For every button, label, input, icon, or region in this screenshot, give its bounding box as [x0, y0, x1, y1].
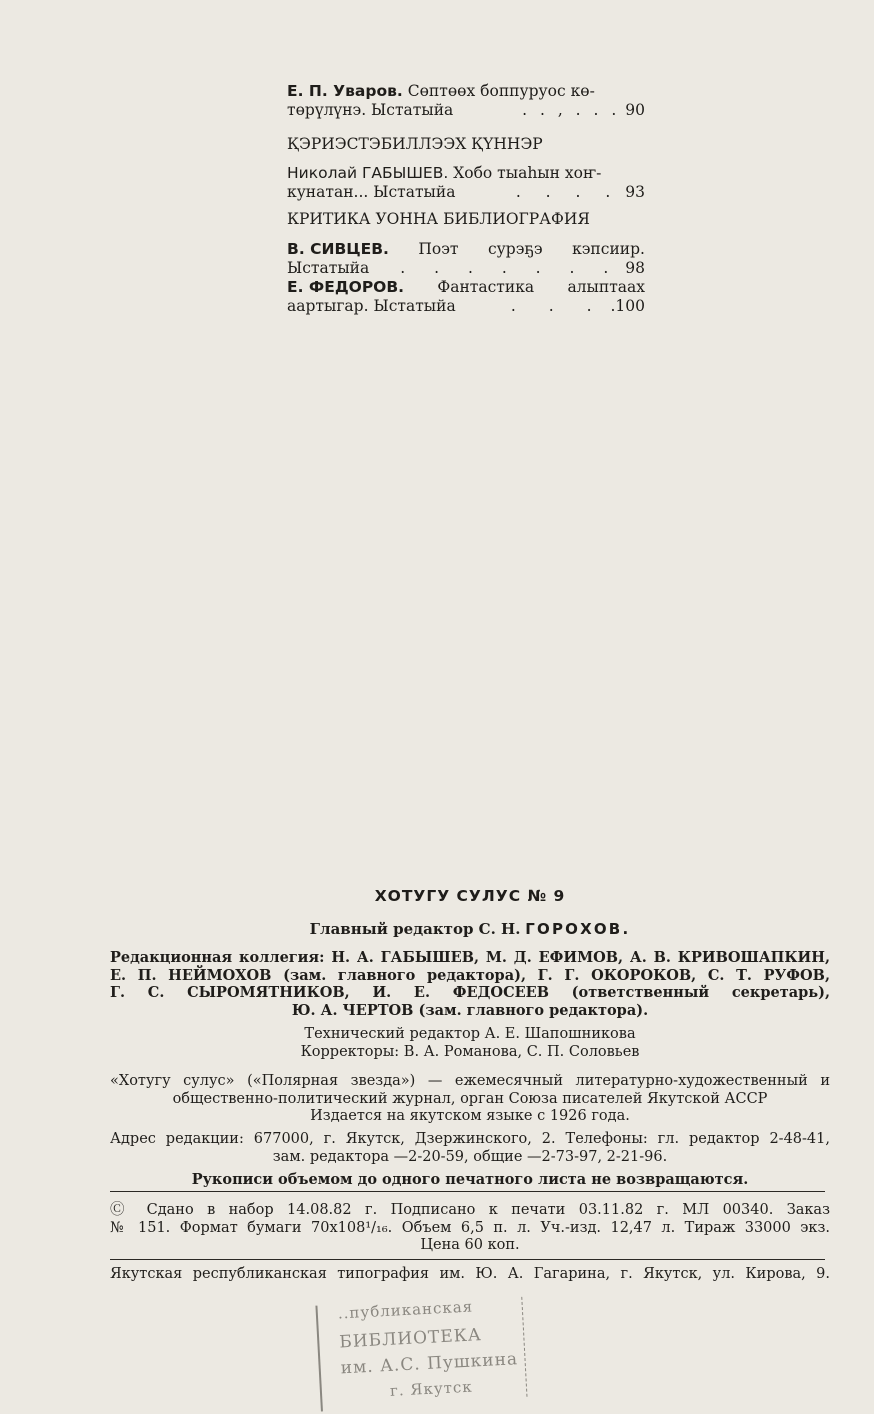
toc-entry-sivtsev — [287, 240, 645, 278]
manuscripts-notice: Рукописи объемом до одного печатного листа не возвращаются. — [191, 1171, 749, 1188]
toc-page-number: 90 — [625, 101, 645, 119]
stamp-line: г. Якутск — [389, 1377, 474, 1400]
toc-title-word: Поэт — [418, 240, 459, 258]
toc-title-word: кэпсиир. — [572, 240, 645, 258]
chief-editor-name: ГОРОХОВ. — [525, 920, 631, 938]
stamp-line: им. А.С. Пушкина — [340, 1349, 519, 1379]
description-line: «Хотугу сулус» («Полярная звезда») — ежемесячный литературно-художественный и — [110, 1073, 830, 1089]
typography-line: Якутская республиканская типография им. Ю. А. Гагарина, г. Якутск, ул. Кирова, 9. — [110, 1266, 830, 1282]
toc-section-heading: КРИТИКА УОННА БИБЛИОГРАФИЯ — [287, 210, 590, 228]
journal-description — [110, 1073, 830, 1126]
toc-title-cont: аартыгар. Ыстатыйа — [287, 297, 456, 315]
stamp-border-right — [521, 1297, 527, 1397]
stamp-line: БИБЛИОТЕКА — [338, 1325, 483, 1353]
correctors: Корректоры: В. А. Романова, С. П. Соловьев — [300, 1044, 640, 1060]
toc-page-number: 98 — [625, 259, 645, 277]
toc-author: Е. П. Уваров. — [287, 82, 403, 100]
address-line: зам. редактора —2-20-59, общие —2-73-97, 2-21-96. — [272, 1148, 668, 1165]
price: Цена 60 коп. — [420, 1237, 520, 1253]
toc-dots: . . , . . . — [522, 101, 621, 119]
journal-title: ХОТУГУ СУЛУС № 9 — [374, 887, 566, 905]
toc-section-heading: ҚЭРИЭСТЭБИЛЛЭЭХ ҚҮННЭР — [287, 135, 543, 153]
tech-editor: Технический редактор А. Е. Шапошникова — [304, 1026, 636, 1042]
description-line: Издается на якутском языке с 1926 года. — [310, 1108, 630, 1124]
toc-author: В. СИВЦЕВ. — [287, 240, 389, 258]
library-stamp — [315, 1290, 535, 1413]
print-line: № 151. Формат бумаги 70x108¹/₁₆. Объем 6,5 п. л. Уч.-изд. 12,47 л. Тираж 33000 экз. — [110, 1219, 830, 1236]
print-line: Ⓒ Сдано в набор 14.08.82 г. Подписано к печати 03.11.82 г. МЛ 00340. Заказ — [110, 1202, 830, 1218]
chief-editor-label: Главный редактор С. Н. — [309, 920, 521, 938]
board-line-last: Ю. А. ЧЕРТОВ (зам. главного редактора). — [291, 1001, 649, 1019]
stamp-border-left — [315, 1306, 323, 1412]
toc-title-cont: кунатан... Ыстатыйа — [287, 183, 456, 201]
board-line: Е. П. НЕЙМОХОВ (зам. главного редактора), Г. Г. ОКОРОКОВ, С. Т. РУФОВ, — [110, 966, 830, 984]
toc-title-cont: Ыстатыйа — [287, 259, 370, 277]
toc-dots: . . . . — [515, 183, 621, 201]
toc-title-cont: төрүлүнэ. Ыстатыйа — [287, 101, 454, 119]
toc-title-word: сурэҕэ — [487, 240, 543, 258]
editorial-board — [110, 949, 830, 1019]
toc-author: Е. ФЕДОРОВ. — [287, 278, 405, 296]
toc-title-word: алыптаах — [567, 278, 645, 296]
toc-title-word: Фантастика — [437, 278, 535, 296]
toc-page-number: 93 — [625, 183, 645, 201]
board-line: Г. С. СЫРОМЯТНИКОВ, И. Е. ФЕДОСЕЕВ (ответственный секретарь), — [110, 984, 830, 1001]
address-line: Адрес редакции: 677000, г. Якутск, Дзержинского, 2. Телефоны: гл. редактор 2-48-41, — [110, 1131, 830, 1147]
chief-editor — [110, 921, 830, 939]
toc-page-number: .100 — [610, 297, 645, 315]
toc-title: Сөптөөх боппуруос кө- — [407, 82, 595, 100]
divider — [110, 1191, 825, 1192]
toc-dots: . . . . . . . — [400, 259, 621, 277]
toc-entry-uvarov — [287, 82, 645, 120]
description-line: общественно-политический журнал, орган Союза писателей Якутской АССР — [172, 1090, 768, 1107]
toc-entry-gabyshev — [287, 164, 645, 202]
toc-entry-fedorov — [287, 278, 645, 316]
toc-title: Хобо тыаһын хоҥ- — [453, 164, 602, 182]
board-line: Редакционная коллегия: Н. А. ГАБЫШЕВ, М. Д. ЕФИМОВ, А. В. КРИВОШАПКИН, — [110, 949, 830, 966]
toc-author: Николай ГАБЫШЕВ. — [287, 164, 449, 182]
editorial-address — [110, 1131, 830, 1166]
toc-dots: . . . — [510, 297, 606, 315]
divider — [110, 1259, 825, 1260]
print-details — [110, 1202, 830, 1255]
stamp-line: ..публиканская — [337, 1297, 474, 1323]
